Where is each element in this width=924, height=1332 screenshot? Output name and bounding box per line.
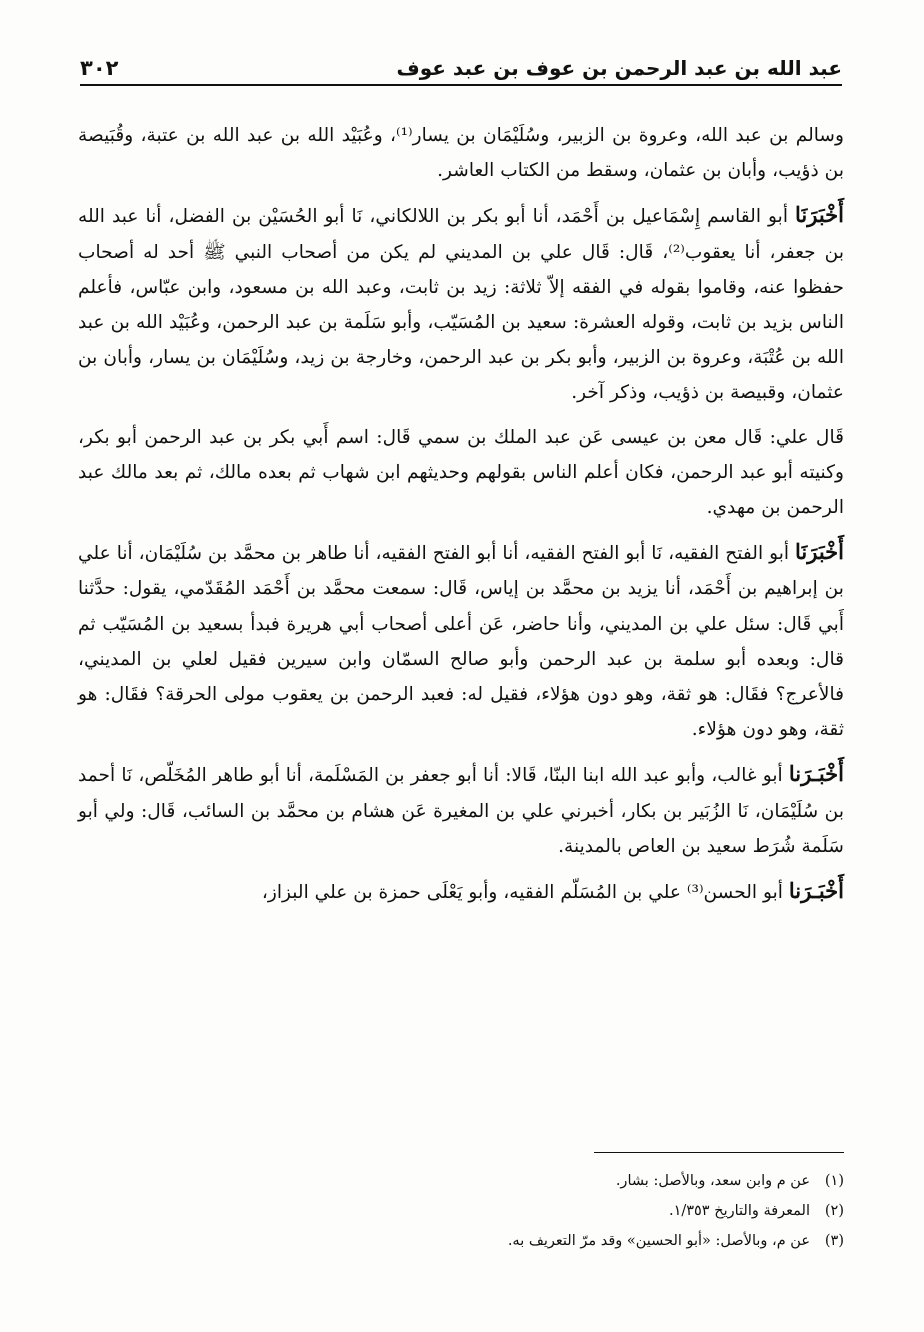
footnote-text: عن م، وبالأصل: «أبو الحسين» وقد مرّ التعريف به.	[507, 1233, 810, 1249]
paragraph-text: أبو القاسم إِسْمَاعيل بن أَحْمَد، أنا أبو بكر بن اللالكاني، نَا أبو الحُسَيْن بن الفضل، أنا عبد الله بن جعفر، أنا يعقوب⁽²⁾، قَال: قَال علي بن المديني لم يكن من أصحاب النبي ﷺ أحد له أصحاب حفظوا عنه، وقاموا بقوله في الفقه إلاّ ثلاثة: زيد بن ثابت، وعبد الله بن مسعود، وابن عبّاس، فأعلم الناس بزيد بن ثابت، وقوله العشرة: سعيد بن المُسَيّب، وأبو سَلَمة بن عبد الرحمن، وعُبَيْد الله بن عبد الله بن عُتْبَة، وعروة بن الزبير، وأبو بكر بن عبد الرحمن، وخارجة بن زيد، وسُلَيْمَان بن يسار، وأبان بن عثمان، وقبيصة بن ذؤيب، وذكر آخر.	[78, 206, 844, 404]
paragraph	[78, 534, 844, 747]
running-title: عبد الله بن عبد الرحمن بن عوف بن عبد عوف	[396, 56, 842, 80]
footnote	[200, 1196, 844, 1226]
paragraph-text: قَال علي: قَال معن بن عيسى عَن عبد الملك بن سمي قَال: اسم أَبي بكر بن عبد الرحمن أبو بكر، وكنيته أبو عبد الرحمن، فكان أعلم الناس بقولهم وحديثهم ابن شهاب ثم بعده مالك، ثم بعد مالك عبد الرحمن بن مهدي.	[78, 426, 844, 519]
footnote-text: عن م وابن سعد، وبالأصل: بشار.	[615, 1173, 810, 1189]
footnote-number: (١)	[824, 1173, 844, 1189]
page-number: ٣٠٢	[80, 56, 119, 80]
paragraph-lead-word: أَخْبَرَنَا	[795, 539, 844, 565]
paragraph	[78, 756, 844, 864]
paragraph	[78, 873, 844, 910]
footnote-number: (٢)	[824, 1203, 844, 1219]
footnote-divider	[594, 1152, 844, 1153]
paragraph-text: وسالم بن عبد الله، وعروة بن الزبير، وسُلَيْمَان بن يسار⁽¹⁾، وعُبَيْد الله بن عبد الله بن عتبة، وقُبَيصة بن ذؤيب، وأبان بن عثمان، وسقط من الكتاب العاشر.	[78, 125, 844, 182]
paragraph-lead-word: أَخْبَرَنَا	[795, 202, 844, 228]
footnote-text: المعرفة والتاريخ ١/٣٥٣.	[668, 1203, 810, 1219]
paragraph-lead-word: أَخْبَـرَنا	[788, 761, 844, 787]
footnote	[200, 1166, 844, 1196]
paragraph-text: أبو غالب، وأبو عبد الله ابنا البنّا، قَالا: أنا أبو جعفر بن المَسْلَمة، أنا أبو طاهر المُخَلّص، نَا أحمد بن سُلَيْمَان، نَا الزُبَير بن بكار، أخبرني علي بن المغيرة عَن هشام بن محمَّد بن السائب، قَال: ولي أبو سَلَمة شُرَط سعيد بن العاص بالمدينة.	[78, 765, 844, 857]
paragraph-text: أبو الحسن⁽³⁾ علي بن المُسَلّم الفقيه، وأبو يَعْلَى حمزة بن علي البزاز،	[261, 882, 789, 904]
page-header	[80, 48, 842, 86]
paragraph-text: أبو الفتح الفقيه، نَا أبو الفتح الفقيه، أنا أبو الفتح الفقيه، أنا طاهر بن محمَّد بن سُلَيْمَان، أنا علي بن إبراهيم بن أَحْمَد، أنا يزيد بن محمَّد بن إياس، قَال: سمعت محمَّد بن أَحْمَد المُقَدّمي، يقول: حدَّثنا أَبي قَال: سئل علي بن المديني، وأنا حاضر، عَن أعلى أصحاب أبي هريرة فبدأ بسعيد بن المُسَيّب ثم قال: وبعده أبو سلمة بن عبد الرحمن وأبو صالح السمّان وابن سيرين فقيل لعلي بن المديني، فالأعرج؟ فقَال: هو ثقة، وهو دون هؤلاء، فقيل له: فعبد الرحمن بن يعقوب مولى الحرقة؟ فقَال: هو ثقة، وهو دون هؤلاء.	[78, 543, 844, 741]
footnotes	[200, 1166, 844, 1256]
footnote-number: (٣)	[824, 1233, 844, 1249]
paragraph-lead-word: أَخْبَـرَنا	[788, 878, 844, 904]
footnote	[200, 1226, 844, 1256]
main-text	[78, 118, 844, 919]
paragraph	[78, 118, 844, 188]
paragraph	[78, 197, 844, 410]
paragraph	[78, 420, 844, 526]
